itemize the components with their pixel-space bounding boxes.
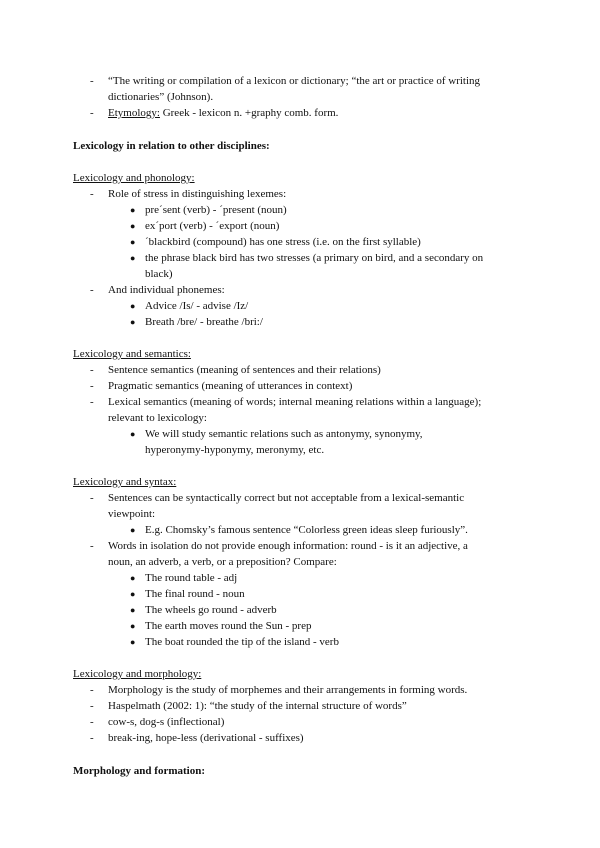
- list-item-continuation: viewpoint:: [108, 508, 156, 520]
- list-dash: -: [90, 107, 94, 119]
- list-item-continuation: black): [145, 268, 173, 280]
- list-item: The boat rounded the tip of the island - verb: [145, 636, 339, 648]
- list-item-continuation: hyperonymy-hyponymy, meronymy, etc.: [145, 444, 325, 456]
- list-dash: -: [90, 75, 94, 87]
- syntax-heading: Lexicology and syntax:: [73, 476, 177, 488]
- list-item: cow-s, dog-s (inflectional): [108, 716, 225, 728]
- list-dash: -: [90, 364, 94, 376]
- list-item: Haspelmath (2002: 1): “the study of the internal structure of words”: [108, 700, 407, 712]
- list-dash: -: [90, 732, 94, 744]
- list-item-continuation: relevant to lexicology:: [108, 412, 207, 424]
- bullet-icon: ●: [130, 621, 136, 631]
- list-dash: -: [90, 380, 94, 392]
- list-item: Words in isolation do not provide enough information: round - is it an adjective, a: [108, 540, 468, 552]
- list-item: The earth moves round the Sun - prep: [145, 620, 312, 632]
- list-item: Morphology is the study of morphemes and their arrangements in forming words.: [108, 684, 468, 696]
- list-dash: -: [90, 700, 94, 712]
- definition-quote-line: dictionaries” (Johnson).: [108, 91, 214, 103]
- list-item: Pragmatic semantics (meaning of utterances in context): [108, 380, 353, 392]
- definition-quote-line: “The writing or compilation of a lexicon or dictionary; “the art or practice of writing: [108, 75, 481, 87]
- list-item-continuation: noun, an adverb, a verb, or a preposition? Compare:: [108, 556, 337, 568]
- list-item: E.g. Chomsky’s famous sentence “Colorless green ideas sleep furiously”.: [145, 524, 468, 536]
- list-dash: -: [90, 396, 94, 408]
- list-item: the phrase black bird has two stresses (a primary on bird, and a secondary on: [145, 252, 484, 264]
- bullet-icon: ●: [130, 605, 136, 615]
- list-dash: -: [90, 684, 94, 696]
- list-item: Lexical semantics (meaning of words; internal meaning relations within a language);: [108, 396, 482, 408]
- bullet-icon: ●: [130, 637, 136, 647]
- bullet-icon: ●: [130, 221, 136, 231]
- bullet-icon: ●: [130, 589, 136, 599]
- list-item: Sentences can be syntactically correct but not acceptable from a lexical-semantic: [108, 492, 465, 504]
- list-item: Breath /bre/ - breathe /bri:/: [145, 316, 263, 328]
- list-item: We will study semantic relations such as antonymy, synonymy,: [145, 428, 423, 440]
- bullet-icon: ●: [130, 301, 136, 311]
- list-dash: -: [90, 492, 94, 504]
- bullet-icon: ●: [130, 525, 136, 535]
- etymology-label: Etymology:: [108, 107, 160, 119]
- list-item: ex´port (verb) - ´export (noun): [145, 220, 280, 232]
- morphology-heading: Lexicology and morphology:: [73, 668, 202, 680]
- bullet-icon: ●: [130, 573, 136, 583]
- bullet-icon: ●: [130, 205, 136, 215]
- bullet-icon: ●: [130, 317, 136, 327]
- list-dash: -: [90, 716, 94, 728]
- list-item: Sentence semantics (meaning of sentences and their relations): [108, 364, 381, 376]
- etymology-line: [108, 105, 338, 121]
- list-item: The round table - adj: [145, 572, 238, 584]
- list-dash: -: [90, 540, 94, 552]
- list-item: ´blackbird (compound) has one stress (i.e. on the first syllable): [145, 236, 421, 248]
- list-item: break-ing, hope-less (derivational - suffixes): [108, 732, 304, 744]
- list-dash: -: [90, 188, 94, 200]
- list-dash: -: [90, 284, 94, 296]
- phonology-heading: Lexicology and phonology:: [73, 172, 195, 184]
- list-item: The wheels go round - adverb: [145, 604, 277, 616]
- bullet-icon: ●: [130, 253, 136, 263]
- list-item: Advice /Is/ - advise /Iz/: [145, 300, 249, 312]
- bullet-icon: ●: [130, 429, 136, 439]
- list-item: And individual phonemes:: [108, 284, 225, 296]
- section-title: Lexicology in relation to other disciplines:: [73, 140, 270, 152]
- etymology-text: Greek - lexicon n. +graphy comb. form.: [159, 107, 339, 119]
- list-item: Role of stress in distinguishing lexemes:: [108, 188, 287, 200]
- semantics-heading: Lexicology and semantics:: [73, 348, 191, 360]
- bullet-icon: ●: [130, 237, 136, 247]
- list-item: The final round - noun: [145, 588, 245, 600]
- list-item: pre´sent (verb) - ´present (noun): [145, 204, 287, 216]
- section-title: Morphology and formation:: [73, 765, 205, 777]
